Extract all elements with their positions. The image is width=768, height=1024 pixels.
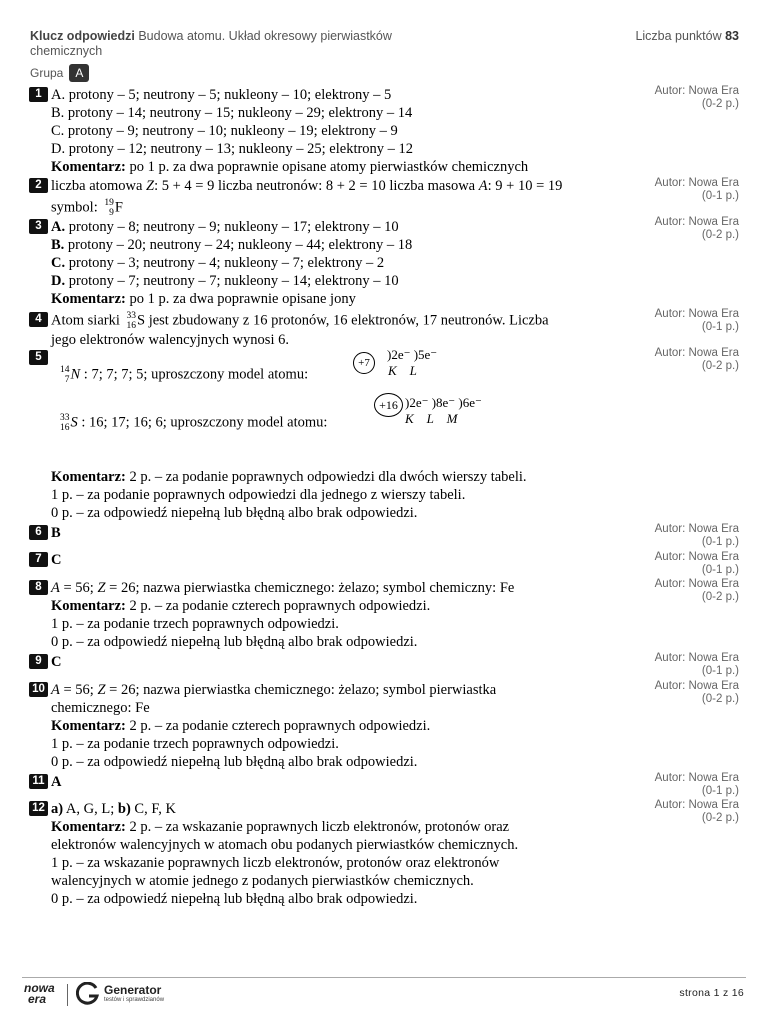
answer-line: C. protony – 9; neutrony – 10; nukleony – 19; elektrony – 9 [51, 123, 398, 139]
footer-divider [22, 977, 746, 978]
answer-line: B. protony – 20; neutrony – 24; nukleony – 44; elektrony – 18 [51, 237, 413, 253]
comment-line: 1 p. – za podanie poprawnych odpowiedzi dla jednego z wierszy tabeli. [51, 487, 466, 503]
comment-line: elektronów walencyjnych w atomach obu podanych pierwiastków chemicznych. [51, 837, 519, 853]
question-1-meta [619, 85, 739, 111]
answer-line: A. protony – 5; neutrony – 5; nukleony – 10; elektrony – 5 [51, 87, 392, 103]
answer-line: Atom siarki 33 16 S jest zbudowany z 16 protonów, 16 elektronów, 17 neutronów. Liczba [51, 311, 549, 331]
question-number-badge: 7 [29, 552, 48, 567]
comment-line: 1 p. – za podanie trzech poprawnych odpowiedzi. [51, 616, 339, 632]
sulfur-row: 33 16 S : 16; 17; 16; 6; uproszczony model atomu: [60, 413, 328, 433]
points-label: (0-1 p.) [701, 785, 739, 797]
points-label: (0-2 p.) [701, 812, 739, 824]
nowa-era-logo: nowa era [24, 981, 55, 1006]
comment-line: 1 p. – za podanie trzech poprawnych odpowiedzi. [51, 736, 339, 752]
answer-line: liczba atomowa Z: 5 + 4 = 9 liczba neutronów: 8 + 2 = 10 liczba masowa A: 9 + 10 = 19 [51, 178, 563, 194]
question-number-badge: 1 [29, 87, 48, 102]
group-label: Grupa [30, 66, 64, 80]
comment-line: walencyjnych w atomie jednego z podanych pierwiastków chemicznych. [51, 873, 474, 889]
question-8-meta [619, 578, 739, 604]
question-3-meta [619, 216, 739, 242]
author-label: Autor: Nowa Era [654, 772, 739, 784]
shell-labels: K L [388, 363, 417, 378]
question-number-badge: 11 [29, 774, 48, 789]
isotope-notation: 19 9 [104, 198, 114, 218]
question-7-meta [619, 551, 739, 577]
question-9-meta [619, 652, 739, 678]
logo-separator [67, 984, 68, 1006]
atom-nucleus-circle: +7 [353, 352, 375, 374]
question-number-badge: 3 [29, 219, 48, 234]
title-rest: Budowa atomu. Układ okresowy pierwiastków chemicznych [30, 29, 392, 58]
question-12-meta [619, 799, 739, 825]
points-total: Liczba punktów 83 [635, 29, 739, 43]
question-number-badge: 6 [29, 525, 48, 540]
question-10-meta [619, 680, 739, 706]
comment-line: Komentarz: po 1 p. za dwa poprawnie opisane atomy pierwiastków chemicznych [51, 159, 529, 175]
comment-line: 1 p. – za wskazanie poprawnych liczb elektronów, protonów oraz elektronów [51, 855, 500, 871]
comment-line: Komentarz: 2 p. – za podanie czterech poprawnych odpowiedzi. [51, 598, 431, 614]
isotope-notation: 33 16 [60, 413, 70, 433]
question-number-badge: 2 [29, 178, 48, 193]
answer-line: C. protony – 3; neutrony – 4; nukleony – 7; elektrony – 2 [51, 255, 385, 271]
comment-line: 0 p. – za odpowiedź niepełną lub błędną albo brak odpowiedzi. [51, 634, 418, 650]
question-number-badge: 10 [29, 682, 48, 697]
electron-shells: )2e⁻ )8e⁻ )6e⁻ [405, 395, 482, 410]
title-bold: Klucz odpowiedzi [30, 29, 135, 43]
comment-line: Komentarz: 2 p. – za podanie czterech poprawnych odpowiedzi. [51, 718, 431, 734]
answer-line: D. protony – 12; neutrony – 13; nukleony – 25; elektrony – 12 [51, 141, 414, 157]
question-number-badge: 8 [29, 580, 48, 595]
answer-line: A. protony – 8; neutrony – 9; nukleony – 17; elektrony – 10 [51, 219, 399, 235]
answer-line: B. protony – 14; neutrony – 15; nukleony – 29; elektrony – 14 [51, 105, 413, 121]
generator-logo-subtitle: testów i sprawdzianów [104, 997, 165, 1003]
answer-line: a) A, G, L; b) C, F, K [51, 801, 176, 817]
points-label: (0-1 p.) [701, 536, 739, 548]
answer-line: C [51, 552, 62, 568]
question-number-badge: 12 [29, 801, 48, 816]
shell-labels: K L M [405, 411, 458, 426]
points-label: (0-2 p.) [701, 98, 739, 110]
points-total-value: 83 [725, 29, 739, 43]
group-indicator [30, 64, 89, 82]
points-label: (0-2 p.) [701, 591, 739, 603]
author-label: Autor: Nowa Era [654, 347, 739, 359]
question-5-meta [619, 347, 739, 373]
author-label: Autor: Nowa Era [654, 523, 739, 535]
comment-line: 0 p. – za odpowiedź niepełną lub błędną albo brak odpowiedzi. [51, 891, 418, 907]
generator-logo-icon [76, 982, 100, 1011]
isotope-notation: 33 16 [126, 311, 136, 331]
question-6-meta [619, 523, 739, 549]
comment-line: Komentarz: po 1 p. za dwa poprawnie opisane jony [51, 291, 356, 307]
author-label: Autor: Nowa Era [654, 680, 739, 692]
answer-line: D. protony – 7; neutrony – 7; nukleony – 14; elektrony – 10 [51, 273, 399, 289]
answer-line: B [51, 525, 61, 541]
author-label: Autor: Nowa Era [654, 308, 739, 320]
points-label: (0-1 p.) [701, 321, 739, 333]
points-label: (0-1 p.) [701, 190, 739, 202]
question-2-meta [619, 177, 739, 203]
comment-line: Komentarz: 2 p. – za podanie poprawnych odpowiedzi dla dwóch wierszy tabeli. [51, 469, 527, 485]
answer-line: A [51, 774, 62, 790]
comment-line: 0 p. – za odpowiedź niepełną lub błędną albo brak odpowiedzi. [51, 505, 418, 521]
author-label: Autor: Nowa Era [654, 216, 739, 228]
question-number-badge: 9 [29, 654, 48, 669]
author-label: Autor: Nowa Era [654, 551, 739, 563]
electron-shells: )2e⁻ )5e⁻ [387, 347, 438, 362]
group-badge: A [69, 64, 89, 82]
author-label: Autor: Nowa Era [654, 578, 739, 590]
page-number: strona 1 z 16 [679, 987, 744, 999]
comment-line: Komentarz: 2 p. – za wskazanie poprawnych liczb elektronów, protonów oraz [51, 819, 510, 835]
question-11-meta [619, 772, 739, 798]
atom-nucleus-circle: +16 [374, 393, 403, 417]
symbol-line: symbol: 19 9 F [51, 198, 123, 218]
generator-logo-text: Generator [104, 983, 162, 997]
nitrogen-row: 14 7 N : 7; 7; 7; 5; uproszczony model atomu: [60, 365, 309, 385]
question-4-meta [619, 308, 739, 334]
author-label: Autor: Nowa Era [654, 85, 739, 97]
points-label: (0-2 p.) [701, 360, 739, 372]
answer-line: A = 56; Z = 26; nazwa pierwiastka chemicznego: żelazo; symbol chemiczny: Fe [51, 580, 515, 596]
points-label: (0-1 p.) [701, 564, 739, 576]
question-number-badge: 5 [29, 350, 48, 365]
points-label: (0-2 p.) [701, 693, 739, 705]
comment-line: 0 p. – za odpowiedź niepełną lub błędną albo brak odpowiedzi. [51, 754, 418, 770]
author-label: Autor: Nowa Era [654, 177, 739, 189]
points-label: (0-2 p.) [701, 229, 739, 241]
isotope-notation: 14 7 [60, 365, 70, 385]
points-label: (0-1 p.) [701, 665, 739, 677]
question-number-badge: 4 [29, 312, 48, 327]
author-label: Autor: Nowa Era [654, 799, 739, 811]
document-title [30, 29, 450, 59]
answer-line: A = 56; Z = 26; nazwa pierwiastka chemicznego: żelazo; symbol pierwiastka [51, 682, 497, 698]
answer-line: chemicznego: Fe [51, 700, 150, 716]
answer-line: jego elektronów walencyjnych wynosi 6. [51, 332, 289, 348]
author-label: Autor: Nowa Era [654, 652, 739, 664]
answer-line: C [51, 654, 62, 670]
